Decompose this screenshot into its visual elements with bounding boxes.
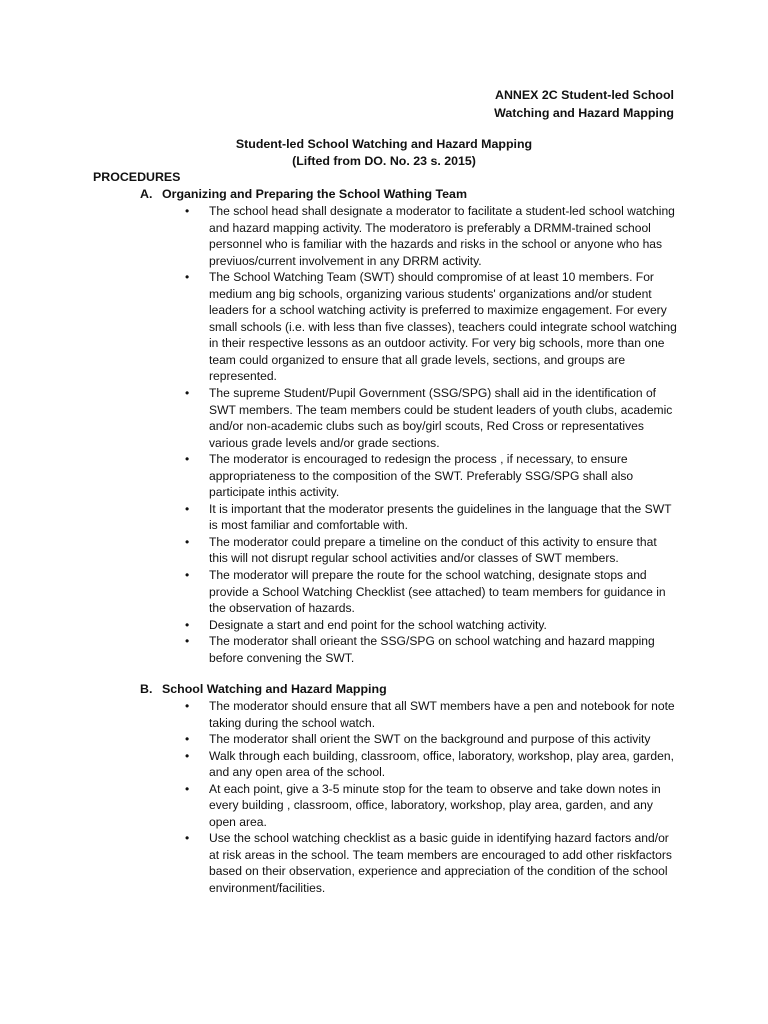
bullet-icon: •: [185, 831, 190, 846]
bullet-icon: •: [185, 568, 190, 583]
bullet-icon: •: [185, 386, 190, 401]
list-item: • The moderator should ensure that all SWT members have a pen and notebook for note taking during the school watch.: [185, 699, 675, 730]
section-b-heading: [140, 681, 387, 698]
list-item: • It is important that the moderator presents the guidelines in the language that the SWT is most familiar and comfortable with.: [185, 501, 672, 533]
annex-line-1: ANNEX 2C Student-led School: [495, 88, 674, 102]
list-item: • Use the school watching checklist as a basic guide in identifying hazard factors and/or at risk areas in the school. The team members are encouraged to add other riskfactors based on their observation, experience and appreciation of the condition of the school environment/facilities.: [185, 831, 672, 896]
title-line-1: Student-led School Watching and Hazard Mapping: [235, 137, 533, 151]
section-a-heading: [140, 186, 467, 203]
bullet-icon: •: [185, 534, 190, 549]
list-item: • The school head shall designate a moderator to facilitate a student-led school watching and hazard mapping activity. The moderatoro is preferably a DRMM-trained school personnel who is familiar with the hazards and risks in the school or anyone who has previuos/current involvement in any DRRM activity.: [185, 204, 675, 268]
list-item: • The moderator could prepare a timeline on the conduct of this activity to ensure that this will not disrupt regular school activities and/or classes of SWT members.: [185, 534, 657, 566]
list-item: • The School Watching Team (SWT) should compromise of at least 10 members. For medium ang big schools, organizing various students' organizations and/or student leaders for a school watching activity is preferred to maximize engagement. For every small schools (i.e. with less than five classes), teachers could integrate school watching in their respective lessons as an outdoor activity. For very big schools, more than one team could organized to ensure that all grade levels, sections, and groups are represented.: [185, 270, 677, 384]
bullet-icon: •: [185, 732, 190, 747]
section-b-title: School Watching and Hazard Mapping: [162, 682, 387, 696]
list-item: • The moderator shall orient the SWT on the background and purpose of this activity: [185, 732, 651, 747]
section-b-list: [185, 698, 677, 897]
section-b-letter: B.: [140, 682, 153, 696]
bullet-icon: •: [185, 617, 190, 632]
section-a-title: Organizing and Preparing the School Wathing Team: [162, 187, 467, 201]
list-item: • The moderator will prepare the route for the school watching, designate stops and provide a School Watching Checklist (see attached) to team members for guidance in the observation of hazards.: [185, 568, 666, 616]
annex-header: [354, 86, 674, 122]
bullet-icon: •: [185, 501, 190, 516]
bullet-icon: •: [185, 699, 190, 713]
bullet-icon: •: [185, 204, 190, 218]
document-title: [0, 136, 768, 169]
list-item: • Designate a start and end point for the school watching activity.: [185, 617, 547, 632]
bullet-icon: •: [185, 748, 190, 763]
section-a-letter: A.: [140, 187, 153, 201]
bullet-icon: •: [185, 270, 190, 285]
bullet-icon: •: [185, 634, 190, 649]
list-item: • At each point, give a 3-5 minute stop for the team to observe and take down notes in every building , classroom, office, laboratory, workshop, play area, garden, and any open area.: [185, 781, 661, 829]
section-a-list: [185, 203, 677, 666]
bullet-icon: •: [185, 781, 190, 796]
annex-line-2: Watching and Hazard Mapping: [494, 106, 674, 120]
list-item: • The moderator shall orieant the SSG/SPG on school watching and hazard mapping before convening the SWT.: [185, 634, 655, 665]
list-item: • The moderator is encouraged to redesign the process , if necessary, to ensure appropriateness to the composition of the SWT. Preferably SSG/SPG shall also participate inthis activity.: [185, 452, 634, 500]
list-item: • The supreme Student/Pupil Government (SSG/SPG) shall aid in the identification of SWT members. The team members could be student leaders of youth clubs, academic and/or non-academic clubs such as boy/girl scouts, Red Cross or representatives various grade levels and/or grade sections.: [185, 386, 673, 450]
procedures-heading: PROCEDURES: [93, 170, 181, 184]
list-item: • Walk through each building, classroom, office, laboratory, workshop, play area, garden, and any open area of the school.: [185, 748, 674, 780]
title-line-2: (Lifted from DO. No. 23 s. 2015): [292, 153, 476, 168]
bullet-icon: •: [185, 452, 190, 467]
